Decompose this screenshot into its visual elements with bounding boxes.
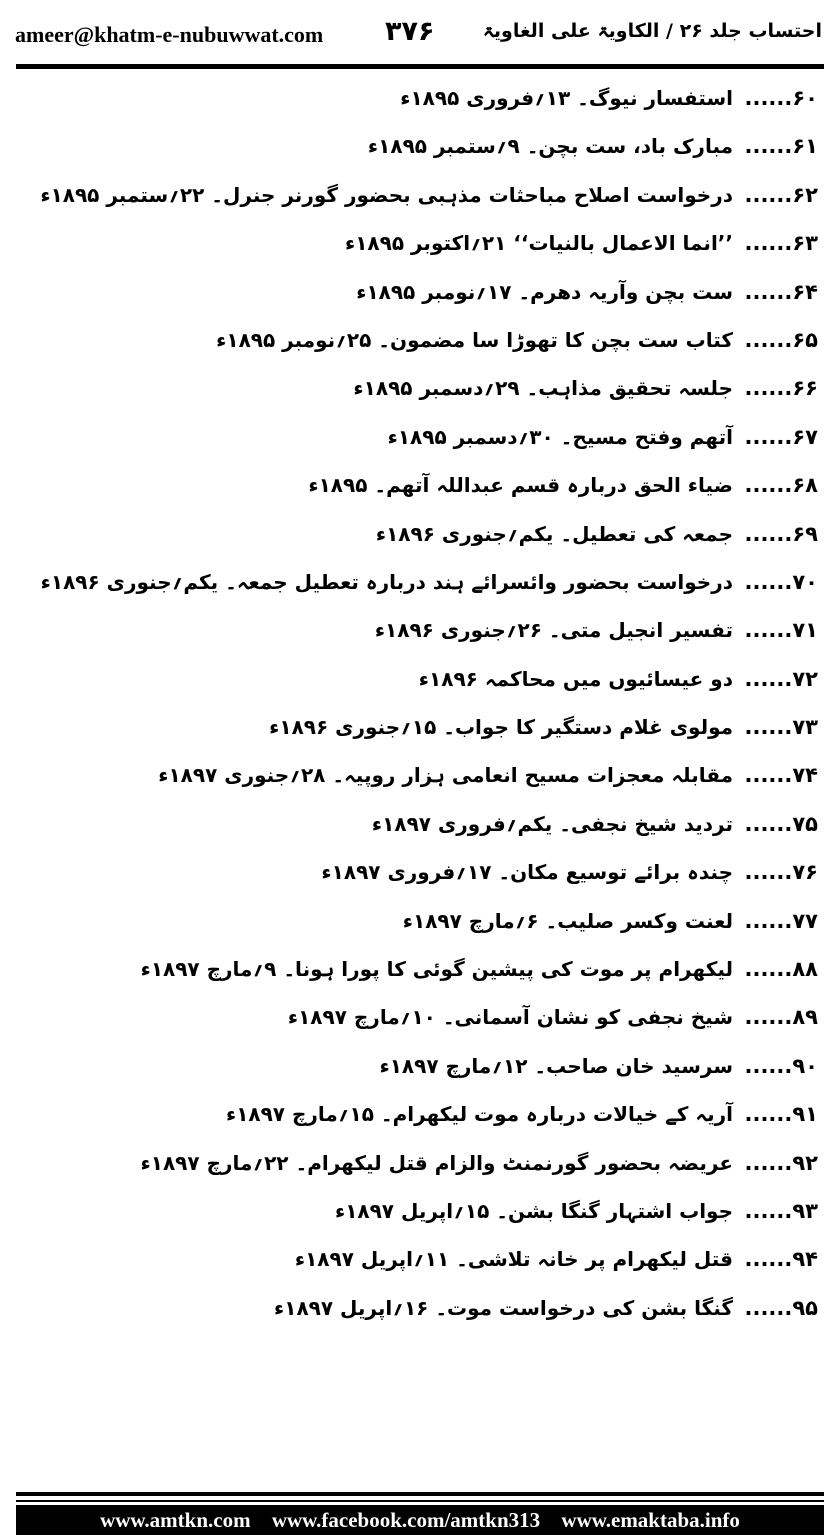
toc-entry-number: ۸۸......: [744, 957, 818, 982]
toc-entry: [16, 661, 818, 709]
toc-entry: [16, 709, 818, 757]
toc-entry-number: ۶۲......: [744, 182, 818, 207]
header-divider: [16, 64, 824, 69]
toc-entry: [16, 1145, 818, 1193]
toc-entry: [16, 1096, 818, 1144]
toc-entry-number: ۹۲......: [744, 1150, 818, 1175]
footer-divider-thick: [16, 1492, 824, 1496]
footer-link[interactable]: www.emaktaba.info: [561, 1508, 740, 1532]
toc-entry: [16, 612, 818, 660]
toc-entry-title: دو عیسائیوں میں محاکمہ ۱۸۹۶ء: [418, 666, 733, 691]
toc-entry-title: جمعہ کی تعطیل۔ یکم؍جنوری ۱۸۹۶ء: [375, 521, 733, 546]
toc-entry-number: ۷۱......: [744, 618, 818, 643]
toc-entry-title: آتھم وفتح مسیح۔ ۳۰؍دسمبر ۱۸۹۵ء: [387, 424, 733, 449]
footer-link[interactable]: www.facebook.com/amtkn313: [271, 1508, 541, 1532]
toc-entry-number: ۷۳......: [744, 715, 818, 740]
toc-entry-title: تردید شیخ نجفی۔ یکم؍فروری ۱۸۹۷ء: [371, 811, 733, 836]
toc-entry: [16, 225, 818, 273]
book-title: احتساب جلد ۲۶ / الکاویۃ علی الغاویۃ: [482, 20, 822, 42]
toc-entry-number: ۷۰......: [744, 569, 818, 594]
toc-entry: [16, 274, 818, 322]
toc-entry: [16, 1048, 818, 1096]
toc-entry-number: ۶۹......: [744, 521, 818, 546]
toc-entry: [16, 516, 818, 564]
toc-entry-number: ۹۴......: [744, 1247, 818, 1272]
toc-entry-number: ۶۶......: [744, 376, 818, 401]
toc-entry-number: ۹۰......: [744, 1053, 818, 1078]
toc-entry-title: ضیاء الحق دربارہ قسم عبداللہ آتھم۔ ۱۸۹۵ء: [308, 473, 733, 498]
toc-entry-title: گنگا بشن کی درخواست موت۔ ۱۶؍اپریل ۱۸۹۷ء: [274, 1295, 733, 1320]
toc-entry-number: ۶۸......: [744, 473, 818, 498]
toc-entry: [16, 177, 818, 225]
toc-entry-title: ست بچن وآریہ دھرم۔ ۱۷؍نومبر ۱۸۹۵ء: [356, 279, 733, 304]
toc-entry-title: مبارک باد، ست بچن۔ ۹؍ستمبر ۱۸۹۵ء: [367, 134, 733, 159]
toc-entry-title: جلسہ تحقیق مذاہب۔ ۲۹؍دسمبر ۱۸۹۵ء: [353, 376, 733, 401]
toc-entry: [16, 370, 818, 418]
page-number: ۳۷۶: [385, 16, 435, 47]
toc-entry-number: ۸۹......: [744, 1005, 818, 1030]
toc-entry-title: لیکھرام پر موت کی پیشین گوئی کا پورا ہونا۔ ۹؍مارچ ۱۸۹۷ء: [140, 957, 733, 982]
toc-entry-title: استفسار نیوگ۔ ۱۳؍فروری ۱۸۹۵ء: [400, 86, 733, 110]
header-email: ameer@khatm-e-nubuwwat.com: [15, 22, 324, 47]
toc-entry-title: لعنت وکسر صلیب۔ ۶؍مارچ ۱۸۹۷ء: [402, 908, 733, 933]
toc-entry-title: شیخ نجفی کو نشان آسمانی۔ ۱۰؍مارچ ۱۸۹۷ء: [287, 1005, 733, 1030]
footer-link[interactable]: www.amtkn.com: [100, 1508, 251, 1532]
toc-entry-title: آریہ کے خیالات دربارہ موت لیکھرام۔ ۱۵؍مارچ ۱۸۹۷ء: [225, 1102, 733, 1127]
toc-entry-number: ۶۰......: [744, 86, 818, 110]
toc-entry: [16, 419, 818, 467]
toc-entry-title: تفسیر انجیل متی۔ ۲۶؍جنوری ۱۸۹۶ء: [374, 618, 733, 643]
toc-entry-title: جواب اشتہار گنگا بشن۔ ۱۵؍اپریل ۱۸۹۷ء: [334, 1198, 733, 1223]
toc-entry-number: ۷۷......: [744, 908, 818, 933]
toc-entry-title: قتل لیکھرام پر خانہ تلاشی۔ ۱۱؍اپریل ۱۸۹۷ء: [294, 1247, 733, 1272]
toc-entry-number: ۶۱......: [744, 134, 818, 159]
toc-entry: [16, 128, 818, 176]
toc-entry-number: ۶۷......: [744, 424, 818, 449]
toc-entry-number: ۶۴......: [744, 279, 818, 304]
toc-entry-number: ۶۵......: [744, 327, 818, 352]
toc-entry-number: ۷۲......: [744, 666, 818, 691]
toc-entry-title: ’’انما الاعمال بالنیات‘‘ ۲۱؍اکتوبر ۱۸۹۵ء: [344, 231, 733, 256]
toc-entry-title: کتاب ست بچن کا تھوڑا سا مضمون۔ ۲۵؍نومبر ۱۸۹۵ء: [216, 327, 733, 352]
toc-entry-number: ۶۳......: [744, 231, 818, 256]
toc-entry-number: ۹۱......: [744, 1102, 818, 1127]
toc-entry: [16, 999, 818, 1047]
page-header: [15, 18, 822, 54]
table-of-contents: [16, 80, 818, 1338]
toc-entry: [16, 854, 818, 902]
toc-entry: [16, 467, 818, 515]
toc-entry: [16, 1241, 818, 1289]
toc-entry-title: عریضہ بحضور گورنمنٹ والزام قتل لیکھرام۔ ۲۲؍مارچ ۱۸۹۷ء: [140, 1150, 733, 1175]
toc-entry: [16, 564, 818, 612]
toc-entry: [16, 1193, 818, 1241]
toc-entry: [16, 1290, 818, 1338]
toc-entry-number: ۷۵......: [744, 811, 818, 836]
footer-divider-thin: [16, 1500, 824, 1502]
toc-entry-title: مولوی غلام دستگیر کا جواب۔ ۱۵؍جنوری ۱۸۹۶ء: [269, 715, 733, 740]
footer-bar: [16, 1505, 824, 1535]
toc-entry-title: چندہ برائے توسیع مکان۔ ۱۷؍فروری ۱۸۹۷ء: [321, 860, 733, 885]
toc-entry: [16, 80, 818, 128]
toc-entry-title: درخواست اصلاح مباحثات مذہبی بحضور گورنر جنرل۔ ۲۲؍ستمبر ۱۸۹۵ء: [40, 182, 733, 207]
toc-entry-title: مقابلہ معجزات مسیح انعامی ہزار روپیہ۔ ۲۸؍جنوری ۱۸۹۷ء: [158, 763, 733, 788]
toc-entry-number: ۹۳......: [744, 1198, 818, 1223]
toc-entry: [16, 806, 818, 854]
toc-entry: [16, 903, 818, 951]
toc-entry: [16, 322, 818, 370]
toc-entry-number: ۷۴......: [744, 763, 818, 788]
toc-entry-title: سرسید خان صاحب۔ ۱۲؍مارچ ۱۸۹۷ء: [379, 1053, 733, 1078]
toc-entry: [16, 951, 818, 999]
toc-entry-number: ۷۶......: [744, 860, 818, 885]
toc-entry-number: ۹۵......: [744, 1295, 818, 1320]
toc-entry: [16, 757, 818, 805]
toc-entry-title: درخواست بحضور وائسرائے ہند دربارہ تعطیل جمعہ۔ یکم؍جنوری ۱۸۹۶ء: [40, 569, 733, 594]
